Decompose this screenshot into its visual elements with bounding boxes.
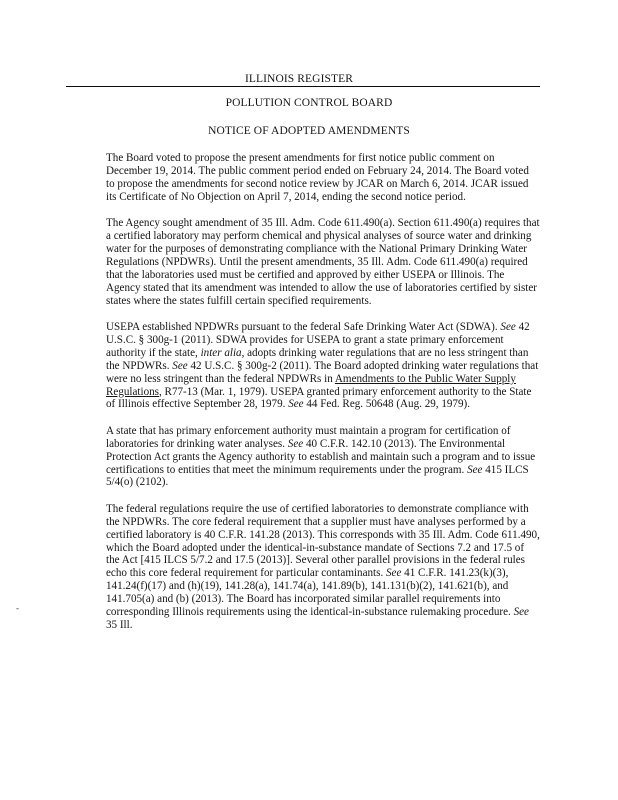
paragraph-agency-amendment: The Agency sought amendment of 35 Ill. Adm. Code 611.490(a). Section 611.490(a) requires that a certified laboratory may perform chemical and physical analyses of source water and drinking water for the purposes of demonstrating compliance with the National Primary Drinking Water Regulations (NPDWRs). Until the present amendments, 35 Ill. Adm. Code 611.490(a) required that the laboratories used must be certified and approved by either USEPA or Illinois. The Agency stated that its amendment was intended to allow the use of laboratories certified by sister states where the states fulfill certain specified requirements.: [106, 217, 540, 307]
document-body: [106, 152, 540, 645]
paragraph-sdwa-background: [106, 321, 540, 411]
inter-alia-phrase: inter alia: [200, 346, 242, 359]
p3-text-e: , R77-13 (Mar. 1, 1979). USEPA granted primary enforcement authority to the State of Illinois effective September 28, 1979.: [106, 385, 532, 411]
p3-text-d: 42 U.S.C. § 300g-2 (2011). The Board adopted drinking water regulations that were no less stringent than the federal NPDWRs in: [106, 359, 539, 385]
notice-heading: NOTICE OF ADOPTED AMENDMENTS: [208, 125, 410, 137]
see-citation-signal: See: [500, 320, 516, 333]
header-rule: [66, 86, 540, 87]
paragraph-federal-regulations: [106, 503, 540, 632]
see-citation-signal: See: [386, 567, 402, 580]
register-heading: ILLINOIS REGISTER: [244, 73, 354, 85]
see-citation-signal: See: [287, 437, 304, 450]
p3-text-a: USEPA established NPDWRs pursuant to the federal Safe Drinking Water Act (SDWA).: [106, 320, 501, 333]
board-heading: POLLUTION CONTROL BOARD: [225, 97, 393, 109]
p3-text-b: 42 U.S.C. § 300g-1 (2011). SDWA provides for USEPA to grant a state primary enforcement authority if the state,: [106, 320, 530, 359]
see-citation-signal: See: [467, 463, 483, 476]
paragraph-certification-program: [106, 425, 540, 490]
p4-text-c: 415 ILCS 5/4(o) (2102).: [106, 463, 529, 489]
see-citation-signal: See: [172, 359, 188, 372]
p5-text-c: 35 Ill.: [106, 619, 133, 631]
margin-mark: -: [16, 603, 19, 613]
p4-text-a: A state that has primary enforcement authority must maintain a program for certification of laboratories for drinking water analyses.: [106, 424, 511, 450]
p5-text-a: The federal regulations require the use of certified laboratories to demonstrate compliance with the NPDWRs. The core federal requirement that a supplier must have analyses performed by a certified laboratory is 40 C.F.R. 141.28 (2013). This corresponds with 35 Ill. Adm. Code 611.490, which the Board adopted under the identical-in-substance mandate of Sections 7.2 and 17.5 of the Act [415 ILCS 5/7.2 and 17.5 (2013)]. Several other parallel provisions in the federal rules echo this core federal requirement for particular contaminants.: [106, 502, 540, 580]
see-citation-signal: See: [513, 606, 529, 619]
case-title-underlined: Amendments to the Public Water Supply Regulations: [106, 372, 516, 398]
see-citation-signal: See: [288, 398, 304, 411]
p3-text-c: , adopts drinking water regulations that are no less stringent than the NPDWRs.: [106, 346, 529, 372]
p3-text-f: 44 Fed. Reg. 50648 (Aug. 29, 1979).: [303, 398, 470, 411]
p4-text-b: 40 C.F.R. 142.10 (2013). The Environmental Protection Act grants the Agency authority to establish and maintain such a program and to issue certifications to entities that meet the minimum requirements under the program.: [106, 437, 536, 476]
p5-text-b: 41 C.F.R. 141.23(k)(3), 141.24(f)(17) and (h)(19), 141.28(a), 141.74(a), 141.89(b), 141.131(b)(2), 141.621(b), and 141.705(a) and (b) (2013). The Board has incorporated similar parallel requirements into corresponding Illinois requirements using the identical-in-substance rulemaking procedure.: [106, 567, 514, 619]
paragraph-adoption-history: The Board voted to propose the present amendments for first notice public comment on December 19, 2014. The public comment period ended on February 24, 2014. The Board voted to propose the amendments for second notice review by JCAR on March 6, 2014. JCAR issued its Certificate of No Objection on April 7, 2014, ending the second notice period.: [106, 152, 529, 203]
